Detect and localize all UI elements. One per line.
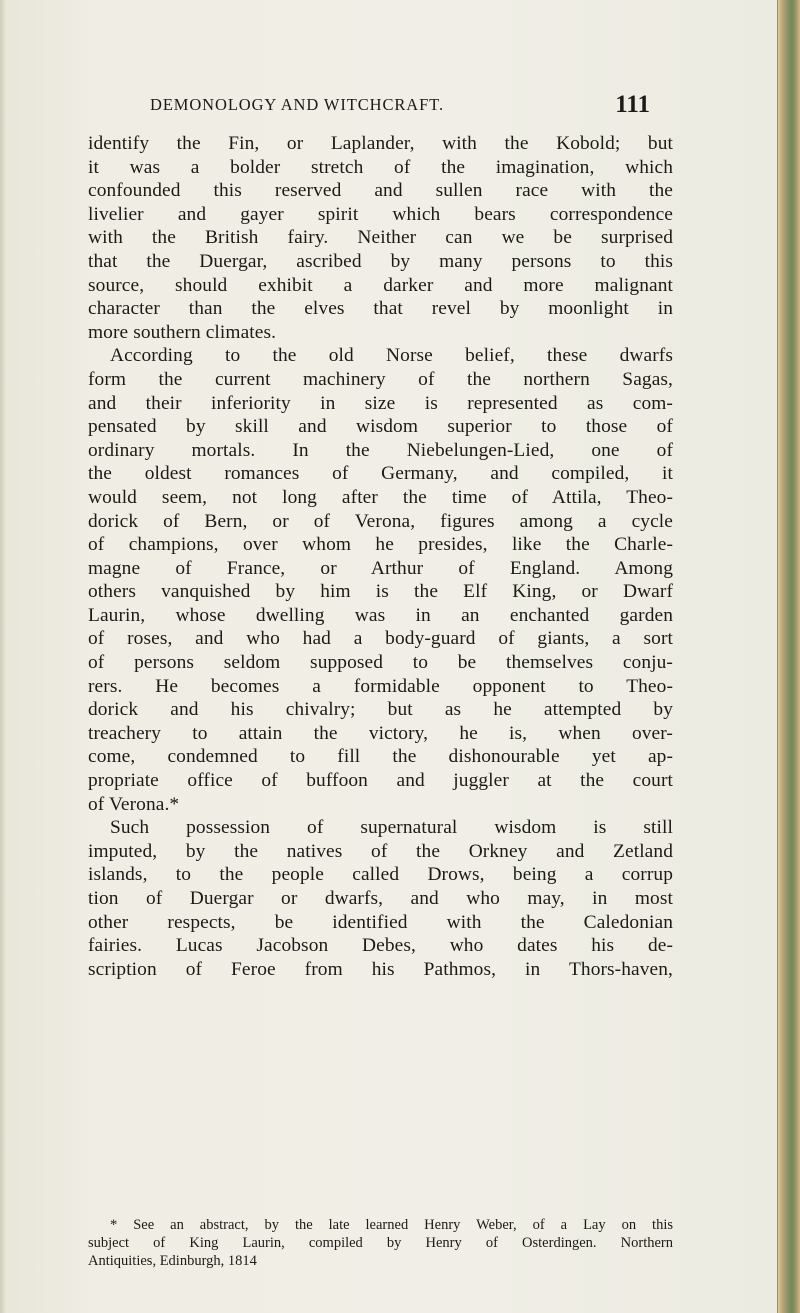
text-line: the oldest romances of Germany, and compiled, it <box>88 463 673 485</box>
text-line: islands, to the people called Drows, being a corrup <box>88 864 673 886</box>
text-line: it was a bolder stretch of the imagination, which <box>88 156 673 178</box>
text-line: dorick of Bern, or of Verona, figures among a cycle <box>88 510 673 532</box>
running-title: DEMONOLOGY AND WITCHCRAFT. <box>150 95 444 114</box>
footnote-line: subject of King Laurin, compiled by Henry of Osterdingen. Northern <box>88 1235 673 1251</box>
text-line: pensated by skill and wisdom superior to those of <box>88 416 673 438</box>
running-head <box>150 91 650 121</box>
text-line: with the British fairy. Neither can we be surprised <box>88 227 673 249</box>
body-text <box>88 132 673 981</box>
gutter-shadow <box>0 0 6 1313</box>
text-line: ordinary mortals. In the Niebelungen-Lied, one of <box>88 439 673 461</box>
text-line: livelier and gayer spirit which bears correspondence <box>88 203 673 225</box>
footnote-line: Antiquities, Edinburgh, 1814 <box>88 1253 257 1269</box>
text-line: of Verona.* <box>88 793 180 815</box>
text-line: others vanquished by him is the Elf King, or Dwarf <box>88 581 673 603</box>
text-line: and their inferiority in size is represented as com- <box>88 392 673 414</box>
text-line: Laurin, whose dwelling was in an enchanted garden <box>88 604 673 626</box>
text-line: of persons seldom supposed to be themselves conju- <box>88 652 673 674</box>
text-line: magne of France, or Arthur of England. Among <box>88 557 673 579</box>
text-line: Such possession of supernatural wisdom is still <box>110 817 673 839</box>
text-line: rers. He becomes a formidable opponent to Theo- <box>88 675 673 697</box>
page-number: 111 <box>615 91 650 118</box>
text-line: scription of Feroe from his Pathmos, in Thors-haven, <box>88 958 673 980</box>
text-line: of roses, and who had a body-guard of giants, a sort <box>88 628 673 650</box>
text-line: propriate office of buffoon and juggler at the court <box>88 770 673 792</box>
text-line: come, condemned to fill the dishonourable yet ap- <box>88 746 673 768</box>
text-line: dorick and his chivalry; but as he attempted by <box>88 699 673 721</box>
text-line: source, should exhibit a darker and more malignant <box>88 274 673 296</box>
text-line: other respects, be identified with the Caledonian <box>88 911 673 933</box>
text-line: fairies. Lucas Jacobson Debes, who dates his de- <box>88 935 673 957</box>
text-line: imputed, by the natives of the Orkney and Zetland <box>88 840 673 862</box>
text-line: confounded this reserved and sullen race with the <box>88 180 673 202</box>
text-line: form the current machinery of the northern Sagas, <box>88 368 673 390</box>
text-line: would seem, not long after the time of Attila, Theo- <box>88 486 673 508</box>
page-fore-edge <box>777 0 800 1313</box>
text-line: that the Duergar, ascribed by many persons to this <box>88 250 673 272</box>
text-line: character than the elves that revel by moonlight in <box>88 298 673 320</box>
text-line: more southern climates. <box>88 321 277 343</box>
text-line: tion of Duergar or dwarfs, and who may, in most <box>88 888 673 909</box>
footnote <box>88 1216 673 1270</box>
text-line: of champions, over whom he presides, like the Charle- <box>88 534 673 556</box>
text-line: treachery to attain the victory, he is, when over- <box>88 722 673 744</box>
text-line: identify the Fin, or Laplander, with the Kobold; but <box>88 133 673 154</box>
footnote-line: * See an abstract, by the late learned Henry Weber, of a Lay on this <box>110 1217 673 1233</box>
text-line: According to the old Norse belief, these dwarfs <box>110 345 673 367</box>
